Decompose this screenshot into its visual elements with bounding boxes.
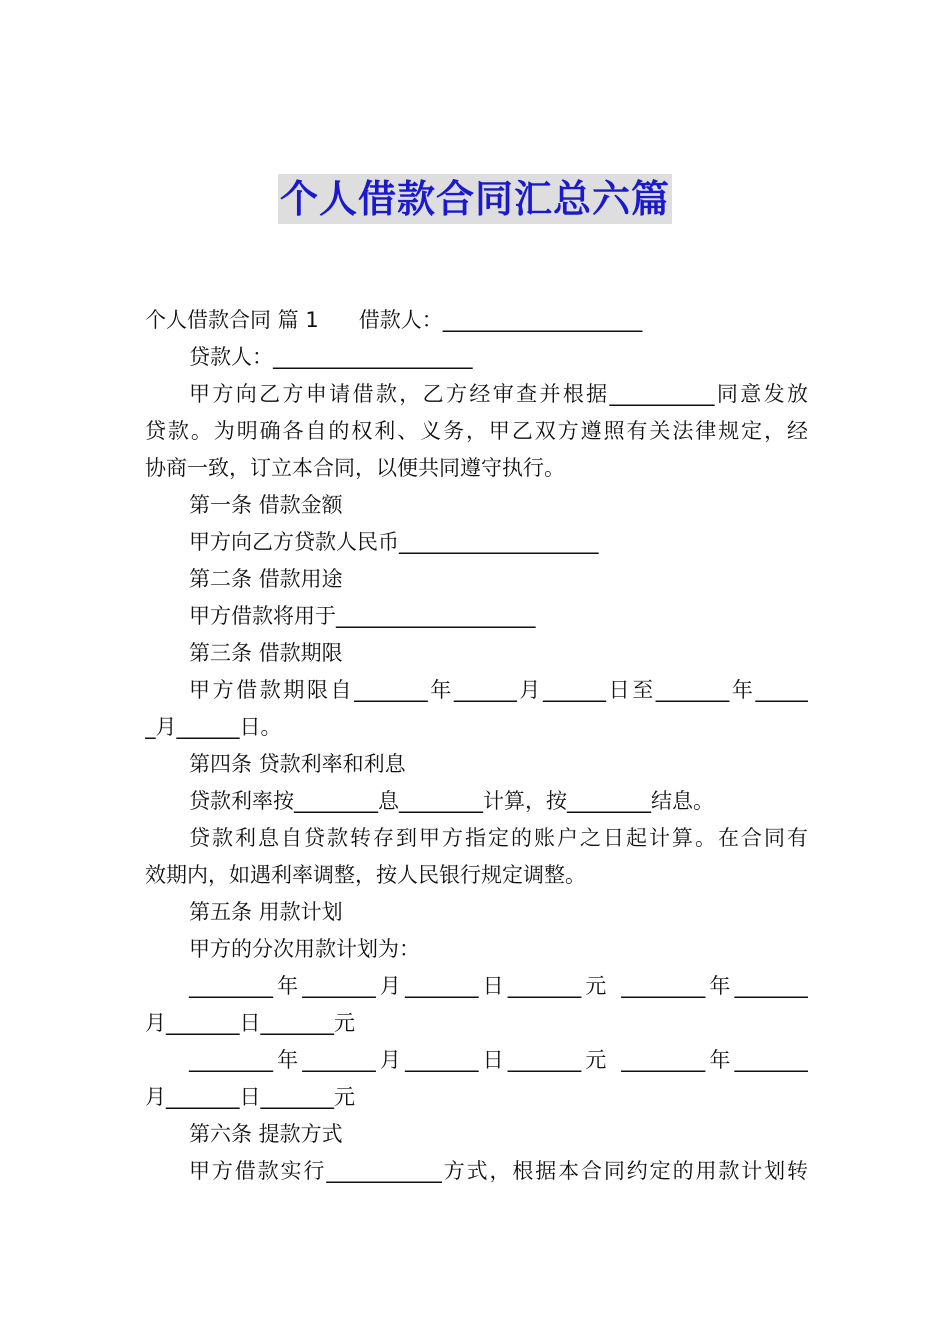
document-title: 个人借款合同汇总六篇: [278, 174, 672, 224]
contract-heading: 个人借款合同 篇 1: [145, 308, 319, 332]
paragraph-line: 贷款利率按________息________计算，按________结息。: [189, 789, 714, 813]
paragraph-line: 协商一致，订立本合同，以便共同遵守执行。: [145, 456, 565, 480]
paragraph-line: 效期内，如遇利率调整，按人民银行规定调整。: [145, 863, 586, 887]
paragraph-line: 贷款。为明确各自的权利、义务，甲乙双方遵照有关法律规定，经: [145, 419, 808, 443]
article-heading: 第六条 提款方式: [189, 1122, 343, 1146]
article-heading: 第一条 借款金额: [189, 493, 343, 517]
paragraph-line: ________年_______月_______日_______元 ________年_______: [189, 1048, 808, 1072]
paragraph-line: 甲方的分次用款计划为：: [189, 937, 420, 961]
borrower-field: 借款人：___________________: [358, 308, 643, 332]
paragraph-line: 甲方借款期限自_______年______月______日至_______年_____: [189, 678, 808, 702]
paragraph-line: 甲方向乙方贷款人民币___________________: [189, 530, 599, 554]
document-body: [145, 302, 808, 1190]
article-heading: 第二条 借款用途: [189, 567, 343, 591]
paragraph-line: _月______日。: [145, 715, 282, 739]
article-heading: 第四条 贷款利率和利息: [189, 752, 406, 776]
paragraph-line: 甲方向乙方申请借款，乙方经审查并根据__________同意发放: [189, 382, 808, 406]
lender-field: 贷款人：___________________: [189, 345, 473, 369]
paragraph-line: 月_______日_______元: [145, 1011, 355, 1035]
article-heading: 第三条 借款期限: [189, 641, 343, 665]
paragraph-line: 甲方借款实行___________方式，根据本合同约定的用款计划转: [189, 1159, 808, 1183]
article-heading: 第五条 用款计划: [189, 900, 343, 924]
paragraph-line: 甲方借款将用于___________________: [189, 604, 536, 628]
contract-heading-line: [145, 302, 808, 339]
paragraph-line: 贷款利息自贷款转存到甲方指定的账户之日起计算。在合同有: [189, 826, 808, 850]
title-container: [0, 174, 950, 224]
paragraph-line: 月_______日_______元: [145, 1085, 355, 1109]
paragraph-line: ________年_______月_______日_______元 ________年_______: [189, 974, 808, 998]
